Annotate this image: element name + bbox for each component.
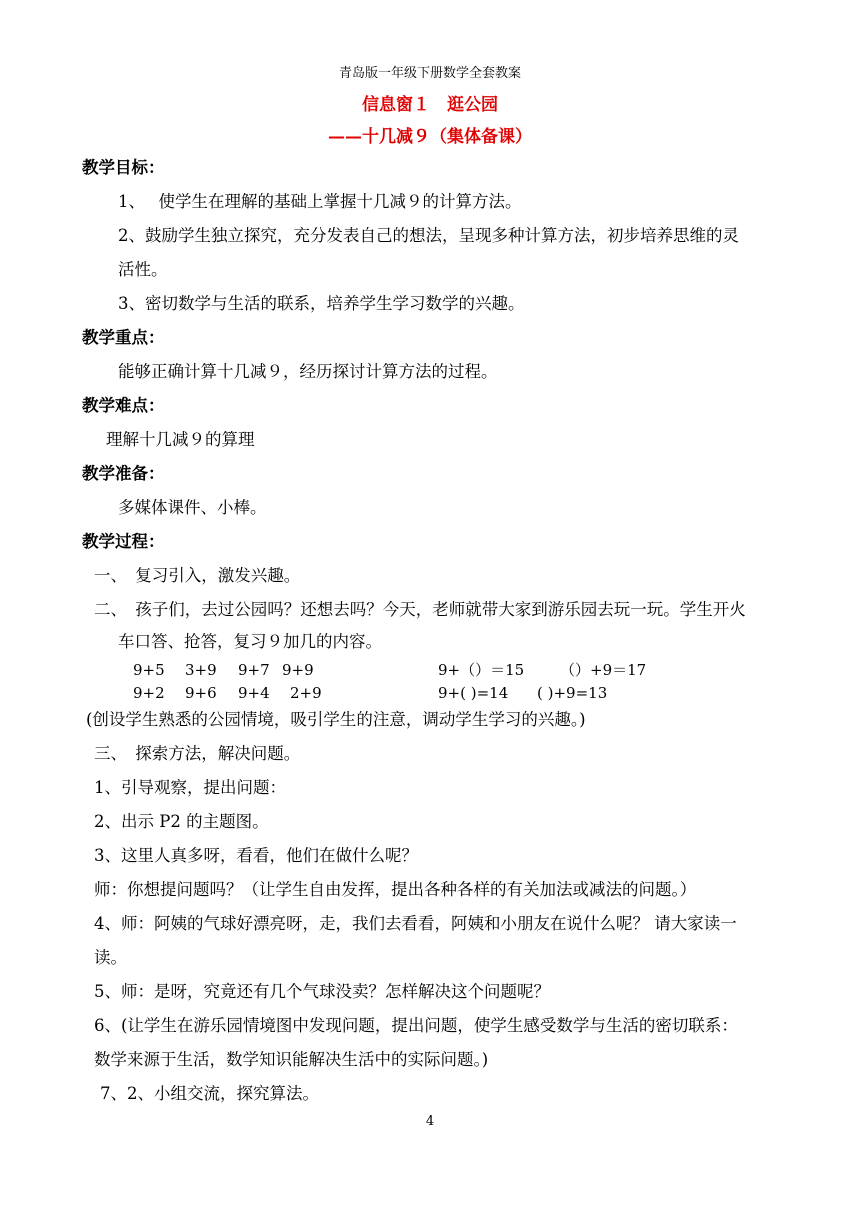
lesson-title: 信息窗１ 逛公园 [362, 95, 498, 115]
process-sub-4-line1: 4、师：阿姨的气球好漂亮呀，走，我们去看看，阿姨和小朋友在说什么呢？ 请大家读一 [94, 914, 737, 933]
process-sub-7: 7、2、小组交流，探究算法。 [100, 1084, 319, 1103]
difficulties-heading: 教学难点： [82, 396, 165, 415]
drill-expression: 9+（）＝15 [438, 661, 525, 679]
page-number: 4 [425, 1114, 435, 1129]
drill-expression: 9+6 [185, 684, 217, 702]
drill-expression: 9+9 [282, 661, 314, 679]
drill-expression: 9+4 [238, 684, 270, 702]
objective-2-line2: 活性。 [118, 260, 168, 279]
objectives-heading: 教学目标： [82, 158, 165, 177]
process-note: (创设学生熟悉的公园情境，吸引学生的注意，调动学生学习的兴趣。) [86, 710, 586, 729]
process-sub-3: 3、这里人真多呀，看看，他们在做什么呢？ [94, 846, 418, 865]
drill-expression: 2+9 [290, 684, 322, 702]
process-step-2-line1: 二、 孩子们，去过公园吗？还想去吗？今天，老师就带大家到游乐园去玩一玩。学生开火 [94, 600, 746, 619]
running-header: 青岛版一年级下册数学全套教案 [338, 66, 521, 81]
process-sub-2: 2、出示 P2 的主题图。 [94, 812, 269, 831]
drill-expression: （）+9＝17 [560, 661, 647, 679]
drill-expression: 9+7 [238, 661, 270, 679]
objective-1: 1、 使学生在理解的基础上掌握十几减９的计算方法。 [118, 192, 522, 211]
process-sub-1: 1、引导观察，提出问题： [94, 778, 286, 797]
process-sub-4-line2: 读。 [94, 948, 127, 967]
preparation-text: 多媒体课件、小棒。 [118, 498, 267, 517]
key-points-text: 能够正确计算十几减９，经历探讨计算方法的过程。 [118, 362, 498, 381]
process-heading: 教学过程： [82, 532, 165, 551]
process-step-1: 一、 复习引入，激发兴趣。 [94, 566, 301, 585]
process-step-2-line2: 车口答、抢答，复习９加几的内容。 [118, 632, 382, 651]
preparation-heading: 教学准备： [82, 464, 165, 483]
drill-expression: 9+5 [133, 661, 165, 679]
drill-expression: 3+9 [185, 661, 217, 679]
objective-2-line1: 2、鼓励学生独立探究，充分发表自己的想法，呈现多种计算方法，初步培养思维的灵 [118, 226, 739, 245]
drill-expression: 9+( )=14 [438, 684, 509, 702]
lesson-subtitle: ——十几减９（集体备课） [328, 127, 532, 147]
difficulties-text: 理解十几减９的算理 [106, 430, 255, 449]
key-points-heading: 教学重点： [82, 328, 165, 347]
drill-expression: ( )+9=13 [537, 684, 608, 702]
objective-3: 3、密切数学与生活的联系，培养学生学习数学的兴趣。 [118, 294, 525, 313]
teacher-question: 师：你想提问题吗？（让学生自由发挥，提出各种各样的有关加法或减法的问题。） [94, 880, 697, 899]
process-sub-6-line2: 数学来源于生活，数学知识能解决生活中的实际问题。) [94, 1050, 489, 1069]
drill-expression: 9+2 [133, 684, 165, 702]
process-sub-5: 5、师：是呀，究竟还有几个气球没卖？怎样解决这个问题呢？ [94, 982, 550, 1001]
process-sub-6-line1: 6、(让学生在游乐园情境图中发现问题，提出问题，使学生感受数学与生活的密切联系： [94, 1016, 738, 1035]
process-step-3: 三、 探索方法，解决问题。 [94, 744, 301, 763]
